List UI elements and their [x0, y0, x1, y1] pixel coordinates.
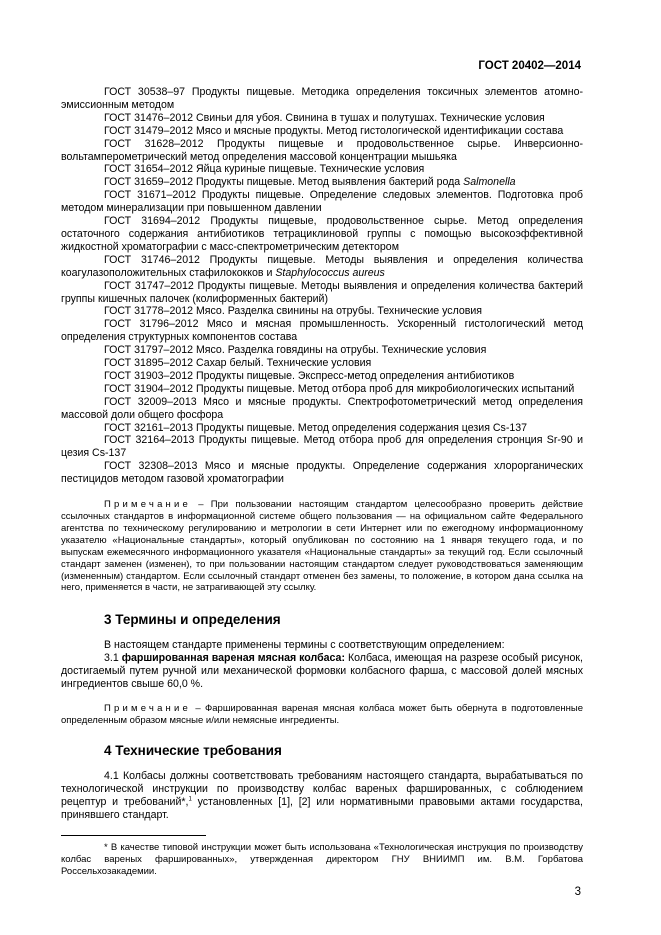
- reference-item: ГОСТ 32308–2013 Мясо и мясные продукты. Определение содержания хлорорганических пестицидов методом газовой хроматографии: [61, 460, 583, 486]
- page-content: [61, 86, 583, 878]
- reference-item: ГОСТ 31903–2012 Продукты пищевые. Экспресс-метод определения антибиотиков: [104, 369, 515, 382]
- reference-item: ГОСТ 31671–2012 Продукты пищевые. Определение следовых элементов. Подготовка проб методом минерализации при повышенном давлении: [61, 189, 583, 215]
- reference-item: ГОСТ 30538–97 Продукты пищевые. Методика определения токсичных элементов атомно-эмиссионным методом: [61, 86, 583, 111]
- reference-item: ГОСТ 31476–2012 Свиньи для убоя. Свинина в тушах и полутушах. Технические условия: [104, 111, 545, 124]
- footnote: * В качестве типовой инструкции может быть использована «Технологическая инструкция по производству колбас вареных фаршированных», утвержденная директором ГНУ ВНИИМП им. В.М. Горбатова Россельхозакадемии.: [61, 842, 583, 878]
- term-number: 3.1: [104, 652, 122, 665]
- note-text: – Фаршированная вареная мясная колбаса может быть обернута в подготовленные определенным образом мясные и/или немясные ингредиенты.: [61, 702, 583, 726]
- reference-item: ГОСТ 31628–2012 Продукты пищевые и продовольственное сырье. Инверсионно-вольтамперометрический метод определения массовой концентрации мышьяка: [61, 137, 583, 163]
- term-name: фаршированная вареная мясная колбаса:: [121, 652, 345, 665]
- section-3-intro: В настоящем стандарте применены термины с соответствующим определением:: [104, 639, 505, 652]
- reference-item: ГОСТ 31479–2012 Мясо и мясные продукты. Метод гистологической идентификации состава: [104, 124, 564, 137]
- reference-item: ГОСТ 31904–2012 Продукты пищевые. Метод отбора проб для микробиологических испытаний: [104, 382, 575, 395]
- reference-item: ГОСТ 32161–2013 Продукты пищевые. Метод определения содержания цезия Cs-137: [104, 421, 528, 434]
- paragraph-text: установленных [1], [2] или нормативными правовыми актами государства, принявшего стандарт.: [61, 795, 583, 821]
- normative-references-list: [61, 86, 583, 486]
- reference-item: ГОСТ 31747–2012 Продукты пищевые. Методы выявления и определения количества бактерий группы кишечных палочек (колиформенных бактерий): [61, 279, 583, 305]
- reference-item: ГОСТ 32009–2013 Мясо и мясные продукты. Спектрофотометрический метод определения массовой доли общего фосфора: [61, 395, 583, 421]
- reference-item: ГОСТ 32164–2013 Продукты пищевые. Метод отбора проб для определения стронция Sr-90 и цезия Cs-137: [61, 434, 583, 460]
- term-definition: [61, 652, 583, 691]
- term-note: [61, 703, 583, 727]
- section-4-heading: 4 Технические требования: [104, 742, 282, 758]
- note-text: – При пользовании настоящим стандартом целесообразно проверить действие ссылочных стандартов в информационной системе общего пользования — на официальном сайте Федерального агентства по техническому регулированию и метрологии в сети Интернет или по ежегодному информационному указателю «Национальные стандарты», который опубликован по состоянию на 1 января текущего года, и по выпускам ежемесячного информационного указателя «Национальные стандарты» за текущий год. Если ссылочный стандарт заменен (изменен), то при пользовании настоящим стандартом следует руководствоваться заменяющим (измененным) стандартом. Если ссылочный стандарт отменен без замены, то положение, в котором дана ссылка на него, применяется в части, не затрагивающей эту ссылку.: [61, 499, 583, 594]
- term-definition-text: Колбаса, имеющая на разрезе особый рисунок, достигаемый путем ручной или механической формовки колбасного фарша, с массовой долей мясных ингредиентов свыше 60,0 %.: [61, 652, 584, 691]
- footnote-marker: 1: [188, 796, 192, 803]
- reference-item: ГОСТ 31778–2012 Мясо. Разделка свинины на отрубы. Технические условия: [104, 305, 483, 318]
- reference-italic-term: Staphylococcus aureus: [275, 266, 385, 279]
- references-note: [61, 499, 583, 594]
- reference-item: ГОСТ 31694–2012 Продукты пищевые, продовольственное сырье. Метод определения остаточного содержания антибиотиков тетрациклиновой группы с помощью высокоэффективной жидкостной хроматографии с масс-спектрометрическим детектором: [61, 215, 583, 253]
- reference-item: ГОСТ 31796–2012 Мясо и мясная промышленность. Ускоренный гистологический метод определения структурных компонентов состава: [61, 318, 583, 344]
- section-3-heading: 3 Термины и определения: [104, 612, 281, 628]
- reference-item: ГОСТ 31895–2012 Сахар белый. Технические условия: [104, 357, 372, 370]
- document-id-header: ГОСТ 20402—2014: [478, 60, 581, 72]
- reference-text: ГОСТ 31746–2012 Продукты пищевые. Методы выявления и определения количества коагулазоположительных стафилококков и: [61, 253, 583, 279]
- note-label: Примечание: [104, 499, 191, 511]
- reference-item: ГОСТ 31654–2012 Яйца куриные пищевые. Технические условия: [104, 163, 425, 176]
- note-label: Примечание: [104, 702, 191, 714]
- reference-item: [61, 254, 583, 280]
- paragraph-text: 4.1 Колбасы должны соответствовать требованиям настоящего стандарта, вырабатываться по технологической инструкции по производству колбас вареных фаршированных, с соблюдением рецептур и требований*,: [61, 769, 583, 808]
- page-number: 3: [574, 886, 581, 898]
- section-4-paragraph: [61, 770, 583, 822]
- reference-item: [61, 176, 583, 189]
- reference-italic-term: Salmonella: [463, 176, 516, 189]
- reference-item: ГОСТ 31797–2012 Мясо. Разделка говядины на отрубы. Технические условия: [104, 344, 487, 357]
- reference-text: ГОСТ 31659–2012 Продукты пищевые. Метод выявления бактерий рода: [104, 176, 464, 189]
